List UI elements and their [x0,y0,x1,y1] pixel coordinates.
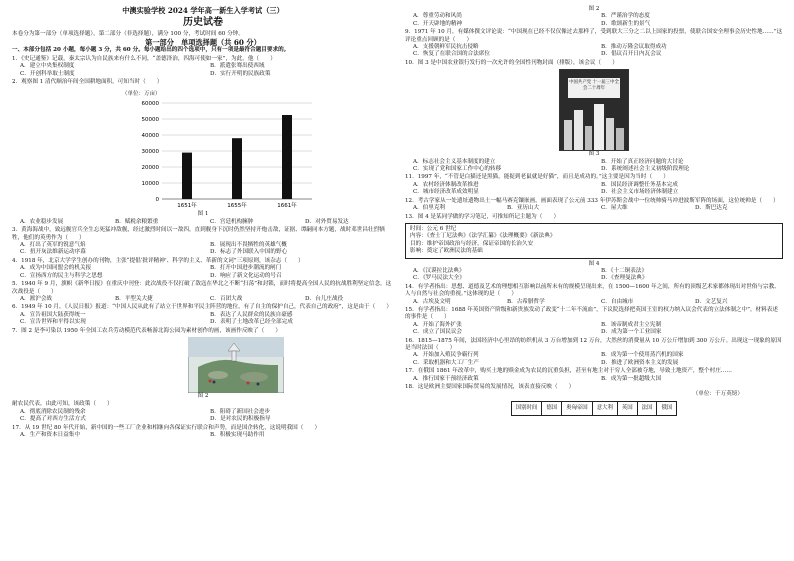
option[interactable]: C．提高了对西方生活方式 [20,416,86,423]
question-17: 17．在俄国 1861 年改革中，购买土地的赎金成为农民的沉重负担，甚至有地主对于穷人全部被夺地，导致土地资产，整个村庄…… [405,368,732,375]
option[interactable]: D．《查理曼法典》 [601,275,648,282]
option[interactable]: A．支援朝鲜军民抗击侵略 [413,44,479,51]
painting-caption: 图 2 [197,392,209,399]
chart-y-label: （单位：万亩） [122,91,161,98]
y-tick-label: 50000 [141,117,159,124]
option[interactable]: C．开天辟地的精神 [413,20,463,27]
y-tick-label: 40000 [141,133,159,140]
option[interactable]: A．开始加入殖民争霸行列 [413,352,479,359]
option[interactable]: B．成为第一个使用蒸汽机的国家 [601,352,684,359]
option[interactable]: C．宣告世界和平得以实现 [20,319,86,326]
option[interactable]: D．标志了外国联入中国的野心 [210,249,288,256]
option[interactable]: D．倡议召开日内瓦会议 [601,51,662,58]
question-8-options [12,432,394,439]
table-header-cell: 意大利 [592,401,617,415]
question-17-options [405,376,783,383]
option[interactable]: A．古埃及文明 [413,298,451,305]
question-4: 4．1918 年，北京大学学生创办的刊物，主张“提倡‘批评精神’、科学的主义、革新的文词”三项原则，该杂志（ ） [12,257,304,264]
note-content: 内容：《查士丁尼法典》《法学汇纂》《法理概要》《新法典》 [410,233,556,240]
note-effect: 影响：奠定了欧洲民法的基础 [410,248,483,255]
option[interactable]: D．文艺复兴 [695,298,728,305]
question-3: 3．黄海海战中，致远舰官兵全生忘死猛冲敌舰，经过激烈时间以一敌四，直到舰身下沉时仍然坚持开炮击敌，证据、谭嗣同本方题，战时邓世昌壮烈牺牲，他们的英勇作为（ ） [12,227,385,241]
option[interactable]: B．推动万隆会议取得成功 [601,44,667,51]
option[interactable]: D．斯巴达克 [695,205,728,212]
option[interactable]: C．城市经济改革成效明显 [413,189,479,196]
question-6-options [12,312,394,327]
chart-caption: 图 1 [197,211,209,218]
question-16: 16．1815—1875 年间，法国经济中心里昂的纺织机从 3 万台增加到 12 万台，大然丝的消费量从 10 万公斤增加到 300 万公斤。出现这一现象的原因是当时法国（ ） [405,337,782,351]
option[interactable]: C．实现了党和国家工作中心的转移 [413,166,502,173]
question-4-options [12,265,394,280]
question-12: 12．考古学家从一处遗址遗物出土一幅马赛克镶嵌画，画面表现了公元前 333 年伊苏斯会战中一位统帅骑马冲进波斯军阵的场面，这位统帅是（ ） [405,197,779,204]
question-15-options [405,322,783,337]
option[interactable]: B．平型关大捷 [115,295,153,302]
question-3-options [12,242,394,257]
option[interactable]: B．国民经济调整任务基本完成 [601,181,678,188]
question-14: 14．有学者指出：思想、道德及艺术的理想相互影响以前所未有的规模呈现出来，在 1500—1600 年之间，所有的顶级艺术家都体现出对世俗与宗教、人与自然与社会的重视。”这体现的是（ ） [405,283,780,298]
question-15: 15．有学者指出：1688 年英国资产阶级和新贵族发动了政变“十二年不流血”，下议院选择把英国王室的权力纳入议会代表的立法体制之中”。材料表述的事件是（ ） [405,306,778,321]
option[interactable]: B．表达了人民群众的民族自豪感 [210,311,293,318]
exam-title: 中澳实验学校 2024 学年高一新生入学考试（三） [122,6,284,15]
question-13: 13．图 4 是某同学做的学习笔记，可推知所记主题为（ ） [405,213,560,220]
option[interactable]: B．《十二铜表法》 [601,267,648,274]
option[interactable]: B．阻碍了新国社会进步 [210,408,271,415]
option[interactable]: C．屋大维 [601,205,628,212]
question-10-options [405,159,783,174]
question-2: 2．观察图 1 清代顺治年间全国耕地面积，可知当时（ ） [12,79,163,86]
exam-intro: 本卷分为第一部分（单项选择题），第二部分（非选择题），满分 100 分，考试时间 60 分钟。 [12,31,244,37]
option[interactable]: A．《汉谟拉比法典》 [413,267,465,274]
question-9-options [405,44,783,59]
question-7-tail: 耐农民代表，由此可知，该政策（ ） [12,401,113,408]
part-instruction: 一、本部分包括 20 小题，每小题 3 分，共 60 分。每小题给出的四个选项中，只有一项是最符合题目要求的。 [12,47,290,54]
option[interactable]: C．恢复了在联合国的合法席位 [413,51,490,58]
option[interactable]: B．派遣张骞出使西域 [210,63,265,70]
option[interactable]: A．打出了英军的锐意气焰 [20,242,86,249]
x-tick-label: 1655年 [227,203,247,210]
y-tick-label: 0 [155,197,159,204]
option[interactable]: A．彻底消除农民制的残余 [20,408,86,415]
note-purpose: 目的：维护帝国政治与经济，保证帝国的长治久安 [410,240,534,247]
y-tick-label: 30000 [141,149,159,156]
chart-bar [182,153,192,199]
table-header-cell: 德国 [542,401,562,415]
option[interactable]: C．成立了国民议会 [413,329,463,336]
question-6: 6．1949 年 10 月，《人民日报》报道：“中国人民从此有了站立于世界和平民主阵营的地位，有了自主的保护自己，代表自己的政府”，这是由于（ ） [12,304,392,311]
part-title: 第一部分 单项选择题（共 60 分） [145,38,261,48]
table-header-cell: 奥匈帝国 [562,401,593,415]
book-cover-image [559,69,629,151]
table-header-cell: 法国 [637,401,657,415]
table-header-cell: 英国 [617,401,637,415]
left-column [12,6,394,439]
note-time: 时间：公元 6 世纪 [410,225,457,232]
option[interactable]: C．自由城市 [601,298,634,305]
option[interactable]: A．宣告祖国大陆获得统一 [20,311,86,318]
question-7-options [12,409,394,424]
question-12-options [405,205,783,212]
option[interactable]: C．宣扬西方的民主与科学之思想 [20,272,103,279]
option[interactable]: C．采取机器和大工厂生产 [413,359,479,366]
x-tick-label: 1661年 [277,203,297,210]
question-5: 5．1940 年 9 月，旗帜《新华日报》在重庆中刊登：此次战役不仅打破了敌寇在华北之不断“扫荡”和封锁，而时将提高全国人民的抗战胜利坚定信念。这次战役是（ ） [12,281,392,295]
question-14-options [405,299,783,306]
option[interactable]: B．打开中国进步潮流的闸门 [210,265,282,272]
option[interactable]: C．百团大战 [210,295,243,302]
table-unit: （单位：千万英镑） [692,391,743,398]
table-header-cell: 俄国 [657,401,677,415]
question-8: 17．从 19 世纪 80 年代开始，新中国的一些工厂企业和相继向各保证实行联合和声势，而是国企转化，这说明我国（ ） [12,424,321,431]
question-11: 11．1997 年，“不管是白猫还是黑猫，能捉到老鼠就是好猫”，而且是成功的。”这主要是因为当时（ ） [405,174,669,181]
question-11-options [405,182,783,197]
option[interactable]: A．伯里克利 [413,205,446,212]
option[interactable]: D．社会主义市场经济体制建立 [601,189,679,196]
question-10: 10．图 3 是中国农业银行发行的一次允许的全国性刊物封面（排版），该会议（ ） [405,59,618,66]
question-7: 7．图 2 是李可染以 1950 年全国工农兵劳动模范代表畅游北海公园为素材创作的画，该画作反映了（ ） [12,327,281,334]
option[interactable]: B．赋税余粮繁重 [115,218,159,225]
option[interactable]: D．实行开明的民族政策 [210,70,271,77]
question-1: 1．《史记通鉴》记载，秦太宗认为自民族来有什么不同，“盖德泽治，四海可使如一家”，为此，他（ ） [12,55,276,62]
question-16-options [405,352,783,367]
chart-bar [282,115,292,199]
option[interactable]: A．淞沪会战 [20,295,53,302]
farmland-bar-chart [12,87,394,211]
option[interactable]: A．尊重劳动和风尚 [413,13,462,20]
question-5-options [12,296,394,303]
question-9: 9．1971 年 10 月，有媒体撰文评论说：“中国现在已经不仅仅像过去那样了，受到联大三分之二以上国家的投票，使联合国安全理事会历史性地……”这评论重点回顾的是（ ） [405,29,783,43]
option[interactable]: D．是对农民的积极指导 [210,416,271,423]
right-column [405,6,783,418]
y-tick-label: 20000 [141,165,159,172]
option[interactable]: D．系统阐述社会主义初级阶段理论 [601,166,690,173]
table-header-cell: 国别时间 [511,401,542,415]
book-caption: 图 3 [588,151,600,158]
option[interactable]: D．推进了欧洲资本主义的发展 [601,359,679,366]
option[interactable]: A．开始了海外扩张 [413,321,462,328]
option[interactable]: B．严谨治学的态度 [601,13,650,20]
top-options [405,13,783,28]
option[interactable]: D．台儿庄战役 [305,295,344,302]
subject-title: 历史试卷 [183,17,223,28]
option[interactable]: C．《罗马民法大全》 [413,275,465,282]
option[interactable]: A．生产和资本日益集中 [20,431,80,438]
figure-2-caption: 图 2 [588,6,600,12]
option[interactable]: B．古希腊哲学 [507,298,545,305]
option[interactable]: B．成为第一批超级大国 [601,375,662,382]
question-18: 18．这是欧洲主要国家国际贸易的发展情况，该表直接反映（ ） [405,384,575,391]
option[interactable]: D．表明了土地改革已经全部完成 [210,319,293,326]
chart-bar [232,139,242,200]
option[interactable]: A．推行国家干预经济政策 [413,375,479,382]
painting-image [188,337,284,393]
option[interactable]: A．农业稳步发展 [20,218,64,225]
question-2-options [12,219,394,226]
option[interactable]: A．成为中国同盟会的机关报 [20,265,92,272]
study-note-box [405,223,783,259]
option[interactable]: A．建立中央集权制度 [20,63,75,70]
option[interactable]: A．标志社会主义基本制度的建立 [413,158,496,165]
y-tick-label: 10000 [141,181,159,188]
book-skyline-graphic [560,96,628,150]
option[interactable]: A．农村经济体制改革推进 [413,181,479,188]
question-1-options [12,63,394,78]
option[interactable]: B．展现出不畏牺牲的英雄气概 [210,242,287,249]
book-cover-text: 中国共产党 十一届三中全会二十周年 [568,78,620,98]
trade-table [511,401,678,416]
option[interactable]: D．成为第一个工业国家 [601,329,662,336]
table-header-row [511,401,677,415]
y-tick-label: 60000 [141,101,159,108]
option[interactable]: B．积极实现马助作用 [210,431,265,438]
question-13-options [405,268,783,283]
option[interactable]: B．亚历山大 [507,205,540,212]
option[interactable]: C．宫廷机构臃肿 [210,218,254,225]
note-caption: 图 4 [588,260,600,267]
option[interactable]: B．开始了真正经济问题的大讨论 [601,158,684,165]
option[interactable]: D．对外贸易发达 [305,218,349,225]
option[interactable]: D．响应了新文化运动的号召 [210,272,282,279]
option[interactable]: C．开创科举取士制度 [20,70,75,77]
option[interactable]: D．歌颂新生的景气 [601,20,651,27]
x-tick-label: 1651年 [177,203,197,210]
option[interactable]: C．扭开灰法维新运动序幕 [20,249,86,256]
option[interactable]: B．该帝制成君主立宪制 [601,321,662,328]
